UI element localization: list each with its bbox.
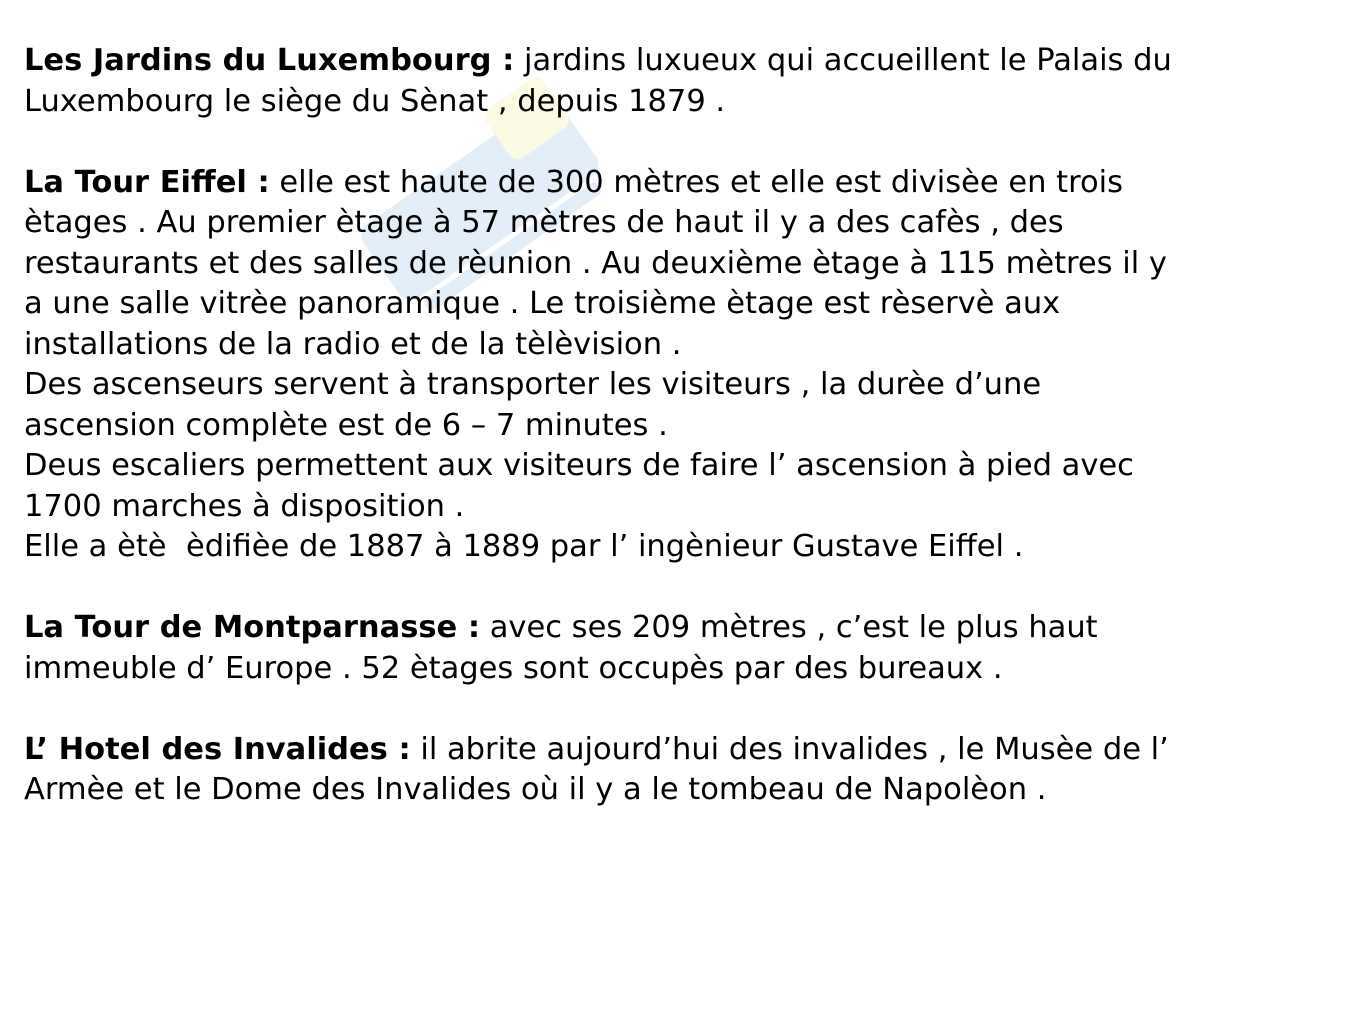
text-luxembourg: jardins luxueux qui accueillent le Palais du Luxembourg le siège du Sènat , depuis 1879 . — [24, 43, 1172, 119]
text-invalides: il abrite aujourd’hui des invalides , le Musèe de l’ Armèe et le Dome des Invalides où il y a le tombeau de Napolèon . — [24, 731, 1169, 807]
paragraph-eiffel — [24, 163, 1324, 366]
paragraph-montparnasse — [24, 608, 1324, 689]
term-montparnasse: La Tour de Montparnasse : — [24, 610, 481, 645]
paragraph-gap — [24, 568, 1324, 609]
paragraph-luxembourg — [24, 41, 1324, 122]
paragraph-eiffel-lifts: Des ascenseurs servent à transporter les visiteurs , la durèe d’une ascension complète est de 6 – 7 minutes . — [24, 367, 1042, 443]
term-invalides: L’ Hotel des Invalides : — [24, 731, 411, 767]
term-eiffel: La Tour Eiffel : — [24, 164, 270, 200]
paragraph-eiffel-stairs: Deus escaliers permettent aux visiteurs de faire l’ ascension à pied avec 1700 marches à disposition . — [24, 448, 1134, 524]
paragraph-eiffel-built: Elle a ètè èdifièe de 1887 à 1889 par l’ ingènieur Gustave Eiffel . — [24, 529, 1024, 564]
text-montparnasse: avec ses 209 mètres , c’est le plus haut immeuble d’ Europe . 52 ètages sont occupès par des bureaux . — [24, 610, 1098, 686]
text-eiffel: elle est haute de 300 mètres et elle est divisèe en trois ètages . Au premier ètage à 57 mètres de haut il y a des cafès , des restaurants et des salles de rèunion . Au deuxième ètage à 115 mètres il y a une salle vitrèe panoramique . Le troisième ètage est rèservè aux installations de la radio et de la tèlèvision . — [24, 164, 1167, 362]
paragraph-invalides — [24, 730, 1324, 811]
paragraph-gap — [24, 689, 1324, 730]
document-body — [24, 41, 1324, 811]
term-luxembourg: Les Jardins du Luxembourg : — [24, 43, 515, 78]
paragraph-gap — [24, 122, 1324, 163]
